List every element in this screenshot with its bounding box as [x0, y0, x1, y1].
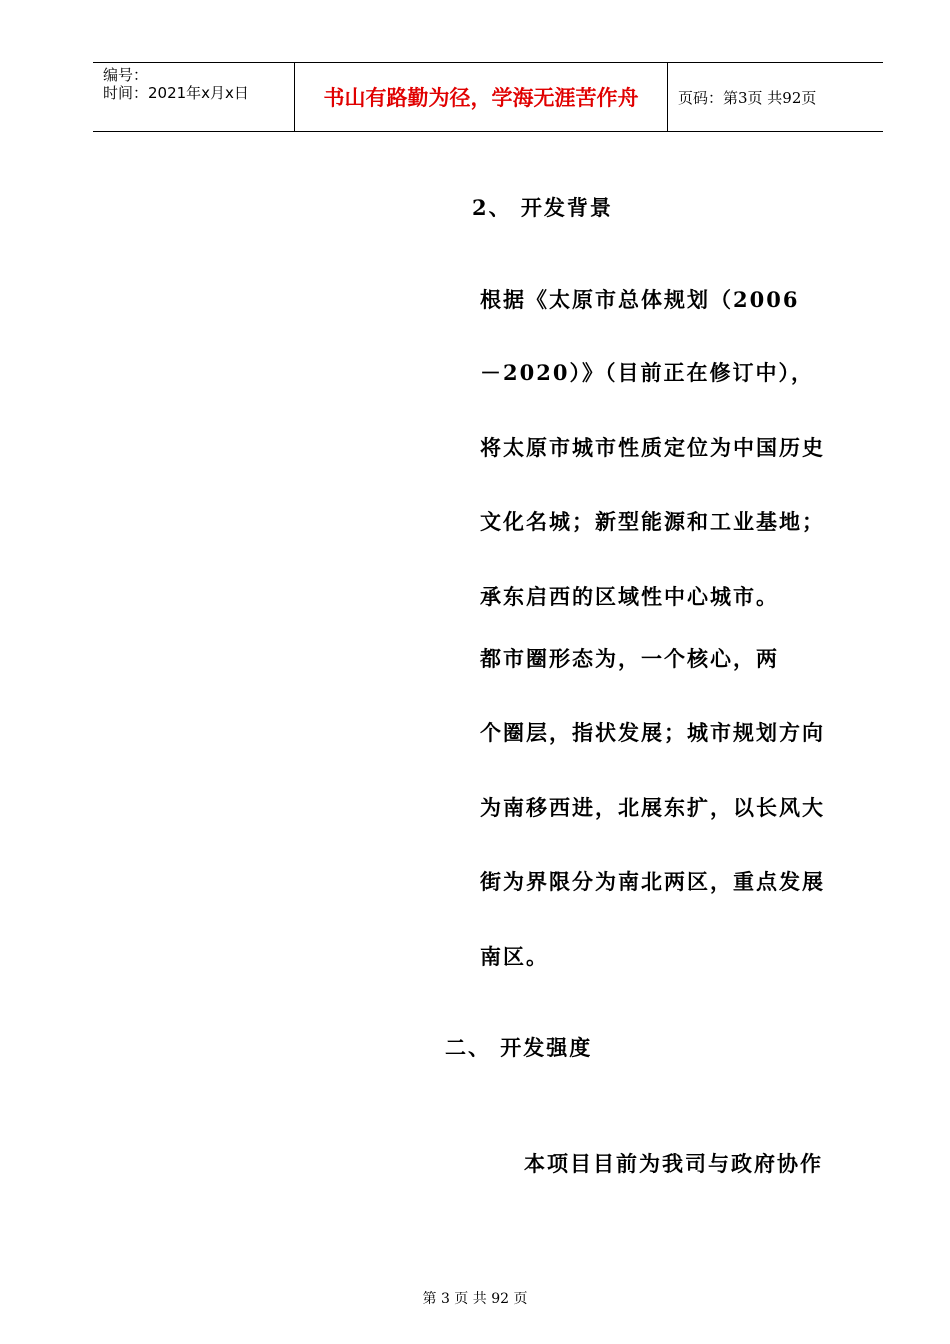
body-line: 将太原市城市性质定位为中国历史 [480, 435, 825, 460]
body-line: 文化名城；新型能源和工业基地； [480, 509, 825, 534]
body-line: 根据《太原市总体规划（2006 [480, 287, 800, 312]
body-line: 本项目目前为我司与政府协作 [524, 1151, 823, 1176]
body-line: 街为界限分为南北两区，重点发展 [480, 869, 825, 894]
body-line: 都市圈形态为，一个核心，两 [480, 646, 779, 671]
number-label: 编号： [103, 66, 149, 84]
page-header [93, 62, 883, 132]
header-page-info: 页码：第3页 共92页 [678, 88, 817, 107]
body-line: 南区。 [480, 944, 549, 969]
header-motto: 书山有路勤为径，学海无涯苦作舟 [295, 63, 668, 131]
body-line: －2020）》（目前正在修订中）， [480, 360, 814, 385]
section-heading-intensity: 二、 开发强度 [445, 1035, 593, 1060]
body-line: 个圈层，指状发展；城市规划方向 [480, 720, 825, 745]
header-meta [93, 63, 295, 131]
page-footer: 第 3 页 共 92 页 [422, 1291, 528, 1307]
body-line: 承东启西的区域性中心城市。 [480, 584, 779, 609]
section-heading-background: 2、 开发背景 [472, 195, 613, 220]
time-label: 时间：2021年x月x日 [103, 84, 249, 102]
body-line: 为南移西进，北展东扩，以长风大 [480, 795, 825, 820]
